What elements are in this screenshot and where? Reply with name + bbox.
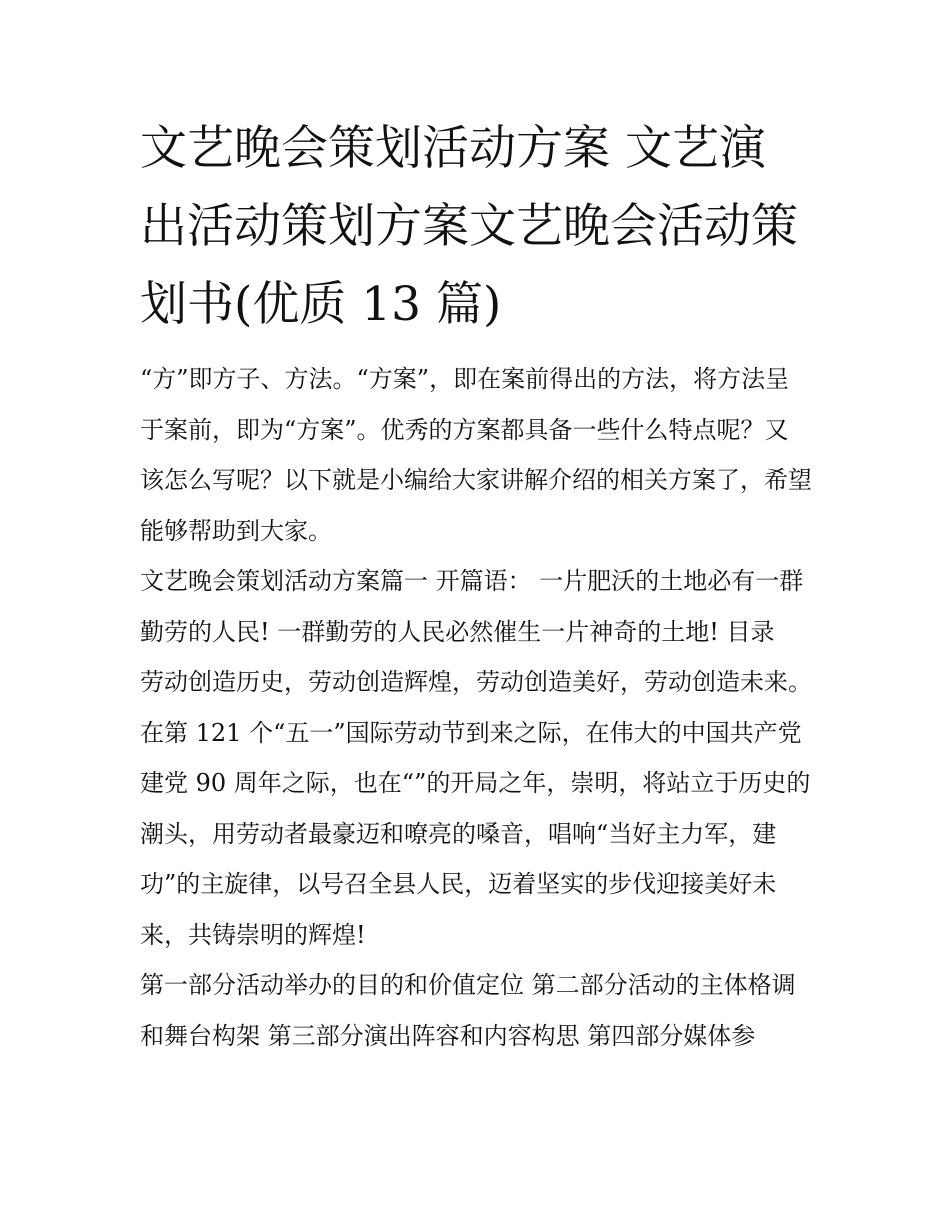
intro-paragraph: “方”即方子、方法。“方案”，即在案前得出的方法，将方法呈于案前，即为“方案”。优秀的方案都具备一些什么特点呢？又该怎么写呢？以下就是小编给大家讲解介绍的相关方案了，希望能够帮助到大家。: [140, 365, 812, 545]
labor-paragraph: 劳动创造历史，劳动创造辉煌，劳动创造美好，劳动创造未来。在第 121 个“五一”国际劳动节到来之际，在伟大的中国共产党建党 90 周年之际，也在“”的开局之年，崇明，将站立于历史的潮头，用劳动者最豪迈和嘹亮的嗓音，唱响“当好主力军，建功”的主旋律，以号召全县人民，迈着坚实的步伐迎接美好未来，共铸崇明的辉煌!: [140, 668, 812, 949]
document-title: 文艺晚会策划活动方案 文艺演出活动策划方案文艺晚会活动策划书(优质 13 篇): [140, 121, 798, 332]
sections-paragraph: 第一部分活动举办的目的和价值定位 第二部分活动的主体格调和舞台构架 第三部分演出阵容和内容构思 第四部分媒体参: [140, 971, 796, 1050]
opening-paragraph: 文艺晚会策划活动方案篇一 开篇语： 一片肥沃的土地必有一群勤劳的人民! 一群勤劳的人民必然催生一片神奇的土地! 目录: [140, 567, 804, 646]
document-body: [140, 110, 812, 1061]
